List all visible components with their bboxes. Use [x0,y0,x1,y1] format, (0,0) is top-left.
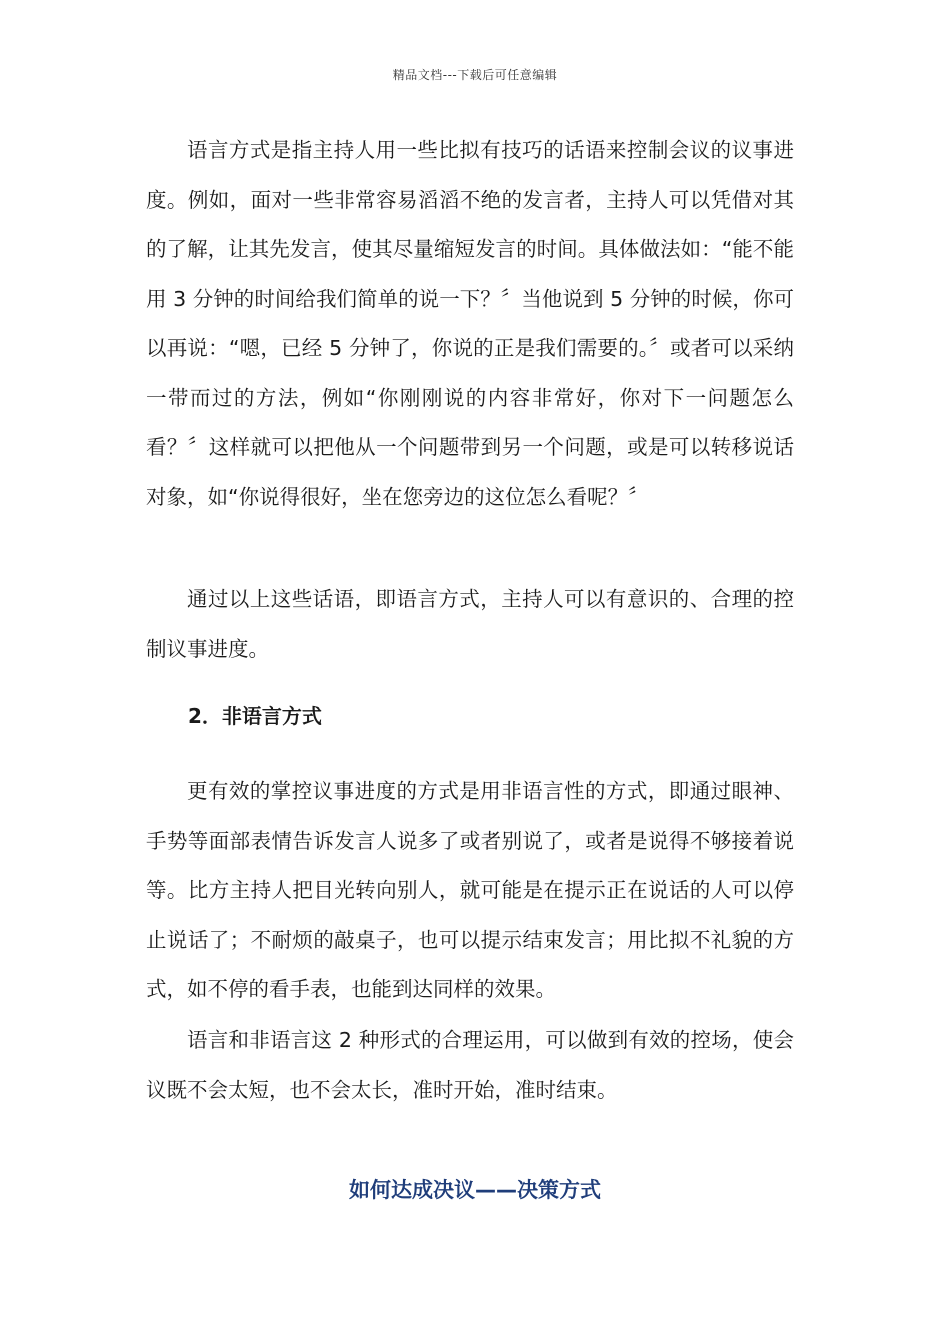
heading-nonverbal-method: 2．非语言方式 [188,704,322,728]
paragraph-nonverbal-method: 更有效的掌控议事进度的方式是用非语言性的方式，即通过眼神、手势等面部表情告诉发言人说多了或者别说了，或者是说得不够接着说等。比方主持人把目光转向别人，就可能是在提示正在说话的人可以停止说话了；不耐烦的敲桌子，也可以提示结束发言；用比拟不礼貌的方式，如不停的看手表，也能到达同样的效果。 [146,779,794,1001]
paragraph-combined-summary: 语言和非语言这 2 种形式的合理运用，可以做到有效的控场，使会议既不会太短，也不会太长，准时开始，准时结束。 [146,1028,794,1102]
section-title: 如何达成决议——决策方式 [349,1178,601,1202]
paragraph-verbal-summary: 通过以上这些话语，即语言方式，主持人可以有意识的、合理的控制议事进度。 [146,587,794,661]
page-header: 精品文档---下载后可任意编辑 [392,68,558,82]
paragraph-verbal-method: 语言方式是指主持人用一些比拟有技巧的话语来控制会议的议事进度。例如，面对一些非常容易滔滔不绝的发言者，主持人可以凭借对其的了解，让其先发言，使其尽量缩短发言的时间。具体做法如：“能不能用 3 分钟的时间给我们简单的说一下？〞当他说到 5 分钟的时候，你可以再说：“嗯，已经 5 分钟了，你说的正是我们需要的。〞或者可以采纳一带而过的方法，例如“你刚刚说的内容非常好，你对下一问题怎么看？〞这样就可以把他从一个问题带到另一个问题，或是可以转移说话对象，如“你说得很好，坐在您旁边的这位怎么看呢？〞 [146,138,794,509]
